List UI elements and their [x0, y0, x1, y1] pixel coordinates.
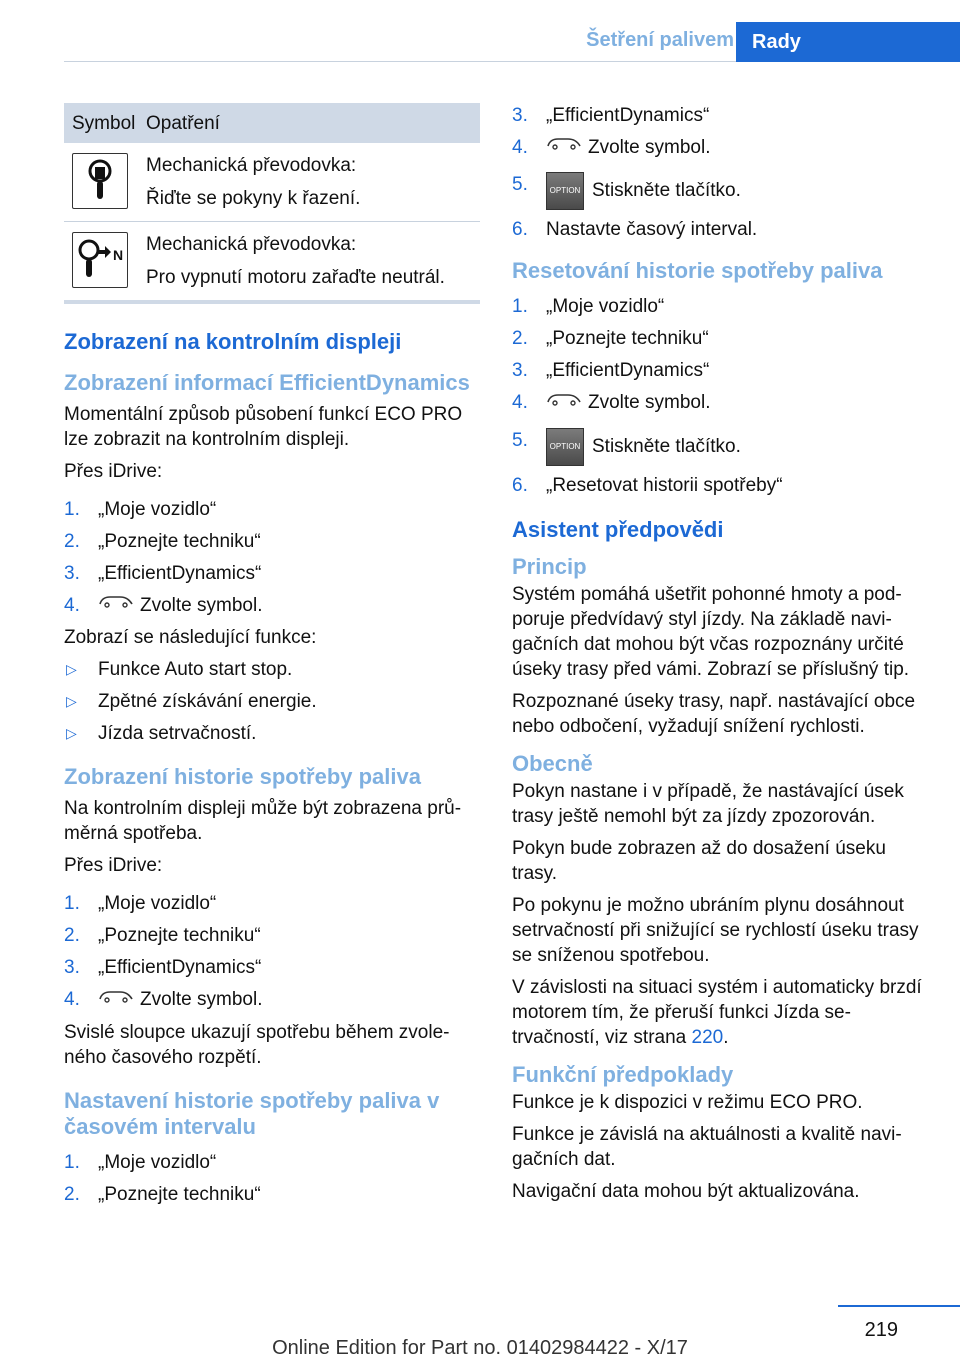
paragraph-princip-2: Rozpoznané úseky trasy, např. nastávající obce nebo odbočení, vyžadují snížení rychlosti. — [512, 690, 916, 737]
paragraph-history: Na kontrolním displeji může být zobrazena prů‐ měrná spotřeba. — [64, 798, 462, 845]
chapter-tab: Rady — [736, 22, 960, 62]
triangle-bullet-icon: ▷ — [66, 693, 77, 710]
list-item: 3. „EfficientDynamics“ — [512, 360, 710, 382]
section-title: Šetření palivem — [586, 29, 734, 51]
list-item: 1. „Moje vozidlo“ — [64, 499, 217, 520]
heading-history: Zobrazení historie spotřeby paliva — [64, 764, 421, 790]
list-item: 2. „Poznejte techniku“ — [64, 1183, 261, 1205]
list-item: 3. „EfficientDynamics“ — [64, 957, 262, 979]
row-text-line1: Mechanická převodovka: — [146, 234, 357, 255]
steps-list-3 — [64, 1150, 480, 1207]
row-text-line2: Pro vypnutí motoru zařaďte neutrál. — [146, 267, 445, 288]
steps-list-2 — [64, 891, 480, 1012]
right-column — [512, 103, 932, 1211]
header-rule — [64, 61, 736, 62]
list-item: ▷ Zpětné získávání energie. — [66, 691, 317, 713]
functions-list — [64, 657, 480, 746]
paragraph-obecne-4: V závislosti na situaci systém i automaticky brzdí motorem tím, že přeruší funkci Jízda se‐ trvačností, viz strana 220. — [512, 976, 922, 1048]
table-row — [64, 143, 480, 222]
page-number: 219 — [864, 1319, 898, 1341]
paragraph-bars: Svislé sloupce ukazují spotřebu během zvole‐ ného časového rozpětí. — [64, 1021, 450, 1068]
paragraph-princip-1: Systém pomáhá ušetřit pohonné hmoty a pod‐ poruje předvídavý styl jízdy. Na základě navi‐ gačních dat mohou být včas rozpoznány určité úseky trasy před vámi. Zobrazí se příslušný tip. — [512, 583, 910, 680]
heading-princip: Princip — [512, 553, 587, 579]
list-item: 1. „Moje vozidlo“ — [64, 893, 217, 915]
triangle-bullet-icon: ▷ — [66, 661, 77, 678]
heading-prerequisites: Funkční předpoklady — [512, 1061, 734, 1087]
steps-list-4 — [512, 294, 932, 497]
left-column — [64, 103, 480, 1214]
option-button-icon: OPTION — [546, 428, 584, 466]
gear-shift-neutral-icon — [72, 232, 128, 288]
list-item: 5. OPTION Stiskněte tlačítko. — [512, 428, 932, 466]
page-header — [0, 0, 960, 62]
svg-text:N: N — [113, 247, 123, 263]
list-item: 6. Nastavte časový interval. — [512, 219, 758, 241]
list-item: 4. Zvolte symbol. — [512, 390, 932, 415]
car-symbol-icon — [546, 135, 582, 160]
list-item: 1. „Moje vozidlo“ — [512, 296, 665, 318]
car-symbol-icon — [98, 988, 134, 1013]
via-idrive-1: Přes iDrive: — [64, 461, 163, 482]
table-row — [64, 222, 480, 303]
list-item: 3. „EfficientDynamics“ — [512, 105, 710, 126]
heading-interval: Nastavení historie spotřeby paliva v časovém intervalu — [64, 1087, 440, 1139]
shows-functions: Zobrazí se následující funkce: — [64, 627, 317, 649]
triangle-bullet-icon: ▷ — [66, 725, 77, 742]
list-item: ▷ Funkce Auto start stop. — [66, 659, 293, 681]
list-item: 2. „Poznejte techniku“ — [64, 531, 261, 552]
paragraph-obecne-2: Pokyn bude zobrazen až do dosažení úseku trasy. — [512, 837, 886, 884]
list-item: 4. Zvolte symbol. — [64, 593, 480, 618]
list-item: 2. „Poznejte techniku“ — [64, 925, 261, 947]
col-action-header: Opatření — [138, 103, 480, 143]
heading-obecne: Obecně — [512, 750, 593, 776]
list-item: 3. „EfficientDynamics“ — [64, 563, 262, 584]
heading-info: Zobrazení informací EfficientDynamics — [64, 370, 470, 395]
symbol-table — [64, 103, 480, 304]
list-item: ▷ Jízda setrvačností. — [66, 723, 257, 745]
paragraph-predp-3: Navigační data mohou být aktualizována. — [512, 1180, 860, 1202]
list-item: 2. „Poznejte techniku“ — [512, 328, 709, 350]
gear-shift-icon — [72, 153, 128, 209]
edition-footer: Online Edition for Part no. 01402984422 - X/17 — [272, 1337, 688, 1359]
car-symbol-icon — [98, 593, 134, 618]
list-item: 5. OPTION Stiskněte tlačítko. — [512, 172, 932, 210]
heading-assistant: Asistent předpovědi — [512, 516, 724, 542]
heading-display: Zobrazení na kontrolním displeji — [64, 329, 402, 354]
col-symbol-header: Symbol — [64, 103, 138, 143]
paragraph-predp-1: Funkce je k dispozici v režimu ECO PRO. — [512, 1091, 863, 1113]
paragraph-predp-2: Funkce je závislá na aktuálnosti a kvalitě navi‐ gačních dat. — [512, 1123, 902, 1170]
heading-reset: Resetování historie spotřeby paliva — [512, 258, 883, 284]
steps-list-3-cont — [512, 103, 932, 242]
list-item: 4. Zvolte symbol. — [64, 987, 480, 1012]
row-text-line2: Řiďte se pokyny k řazení. — [146, 188, 361, 209]
car-symbol-icon — [546, 391, 582, 416]
list-item: 1. „Moje vozidlo“ — [64, 1151, 217, 1173]
table-header-row — [64, 103, 480, 143]
via-idrive-2: Přes iDrive: — [64, 855, 163, 877]
paragraph-obecne-1: Pokyn nastane i v případě, že nastávající úsek trasy ještě nemohl být za jízdy zpozorován. — [512, 780, 904, 827]
list-item: 6. „Resetovat historii spotřeby“ — [512, 474, 783, 496]
page-reference-link[interactable]: 220 — [691, 1026, 724, 1048]
option-button-icon: OPTION — [546, 172, 584, 210]
row-text-line1: Mechanická převodovka: — [146, 155, 357, 176]
list-item: 4. Zvolte symbol. — [512, 135, 932, 160]
paragraph-info: Momentální způsob působení funkcí ECO PRO lze zobrazit na kontrolním displeji. — [64, 404, 463, 450]
paragraph-obecne-3: Po pokynu je možno ubráním plynu dosáhnout setrvačností při snižující se rychlostí úseku trasy se sníženou spotřebou. — [512, 894, 919, 966]
footer-rule — [838, 1305, 960, 1307]
steps-list-1 — [64, 497, 480, 618]
